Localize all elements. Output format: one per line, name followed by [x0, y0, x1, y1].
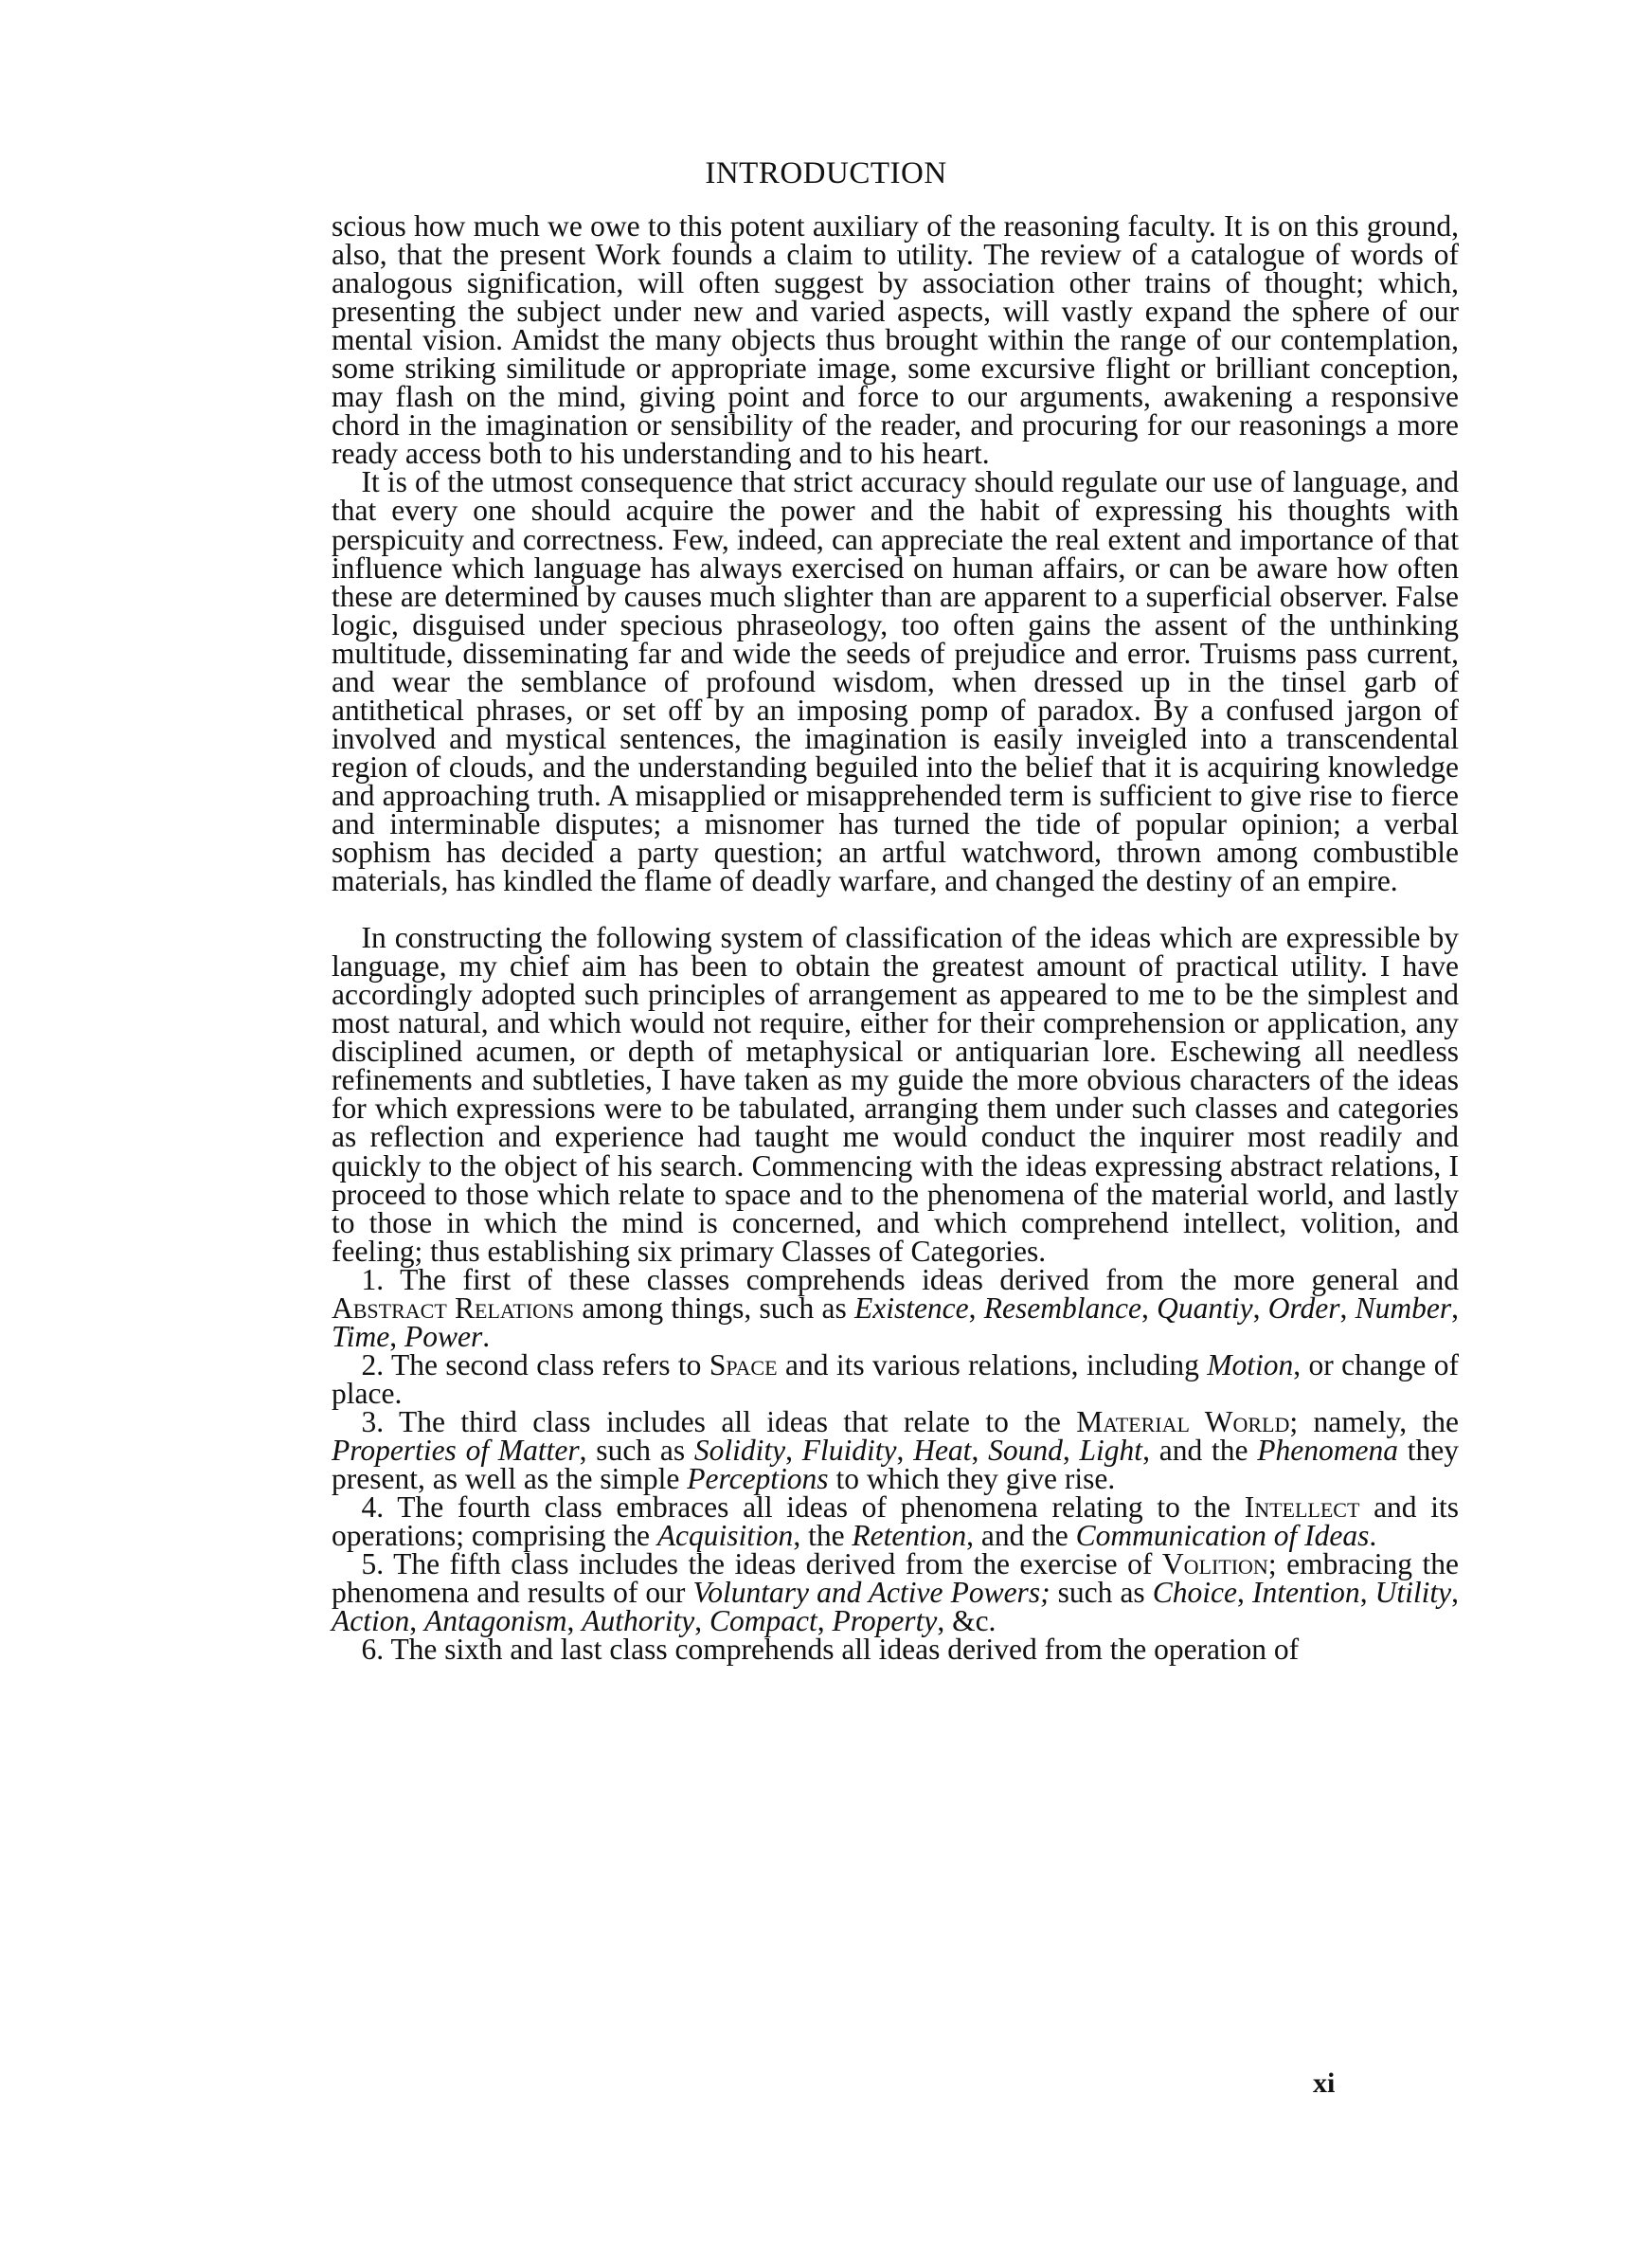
class-number: 2. — [361, 1347, 391, 1381]
class-item — [332, 1404, 1460, 1496]
class-name-smallcaps: Volition — [1161, 1547, 1268, 1581]
classes-list — [332, 1262, 1460, 1667]
class-text: , and the — [966, 1519, 1076, 1553]
class-text: , — [968, 1291, 984, 1325]
italic-term: Compact — [709, 1604, 817, 1638]
class-item — [332, 1490, 1459, 1553]
class-text: , — [1359, 1576, 1375, 1610]
italic-term: Communication of Ideas — [1075, 1519, 1370, 1553]
class-text: ; embracing the phenomena and results of our — [332, 1547, 1460, 1610]
class-text: , the — [793, 1519, 853, 1553]
paragraph-language-accuracy: It is of the utmost consequence that strict accuracy should regulate our use of language, and that every one should acquire the power and the habit of expressing his thoughts with perspicuity and correctness. Few, indeed, can appreciate the real extent and importance of that influence which language has always exercised on human affairs, or can be aware how often these are determined by causes much slighter than are apparent to a superficial observer. False logic, disguised under specious phraseology, too often gains the assent of the unthinking multitude, disseminating far and wide the seeds of prejudice and error. Truisms pass current, and wear the semblance of profound wisdom, when dressed up in the tinsel garb of antithetical phrases, or set off by an imposing pomp of paradox. By a confused jargon of involved and mystical sentences, the imagination is easily inveigled into a transcendental region of clouds, and the understanding beguiled into the belief that it is acquiring knowledge and approaching truth. A misapplied or misapprehended term is sufficient to give rise to fierce and interminable disputes; a misnomer has turned the tide of popular opinion; a verbal sophism has decided a party question; an artful watchword, thrown among combustible materials, has kindled the flame of deadly warfare, and changed the destiny of an empire. — [332, 465, 1459, 898]
italic-term: Intention — [1251, 1576, 1360, 1610]
class-text: . — [482, 1319, 491, 1353]
class-text: and its operations; comprising the — [332, 1490, 1459, 1553]
italic-term: Sound — [988, 1433, 1063, 1467]
class-text: , — [896, 1433, 914, 1467]
class-text: to which they give rise. — [828, 1462, 1116, 1496]
italic-term: Retention — [852, 1519, 967, 1553]
class-item — [332, 1262, 1460, 1353]
class-text: among things, such as — [574, 1291, 854, 1325]
class-text: , — [971, 1433, 989, 1467]
class-text: , — [409, 1604, 424, 1638]
italic-term: Perceptions — [687, 1462, 829, 1496]
class-text: , — [1451, 1576, 1460, 1610]
class-text: , — [694, 1604, 709, 1638]
italic-term: Phenomena — [1257, 1433, 1398, 1467]
class-text: The fourth class embraces all ideas of phenomena relating to the — [397, 1490, 1245, 1525]
italic-term: Light — [1079, 1433, 1143, 1467]
class-name-smallcaps: Abstract Relations — [332, 1291, 575, 1325]
italic-term: Resemblance — [983, 1291, 1141, 1325]
class-text: they present, as well as the simple — [332, 1433, 1460, 1496]
class-item — [332, 1633, 1459, 1667]
italic-term: Fluidity — [801, 1433, 897, 1467]
italic-term: Number — [1355, 1291, 1452, 1325]
class-text: ; namely, the — [1289, 1404, 1459, 1438]
class-text: , — [1140, 1291, 1158, 1325]
class-number: 3. — [361, 1404, 399, 1438]
class-number: 5. — [361, 1547, 394, 1581]
class-name-smallcaps: Material World — [1076, 1404, 1290, 1438]
class-text: The fifth class includes the ideas derived from the exercise of — [393, 1547, 1162, 1581]
class-text: , — [785, 1433, 802, 1467]
class-text: , — [566, 1604, 583, 1638]
class-text: The third class includes all ideas that relate to the — [398, 1404, 1077, 1438]
class-text: , — [1339, 1291, 1356, 1325]
page-body — [332, 209, 1460, 1667]
italic-term: Solidity — [693, 1433, 786, 1467]
italic-term: Quantiy — [1157, 1291, 1253, 1325]
italic-term: Antagonism — [423, 1604, 567, 1638]
class-text: , — [817, 1604, 833, 1638]
italic-term: Acquisition — [656, 1519, 794, 1553]
class-text: The second class refers to — [390, 1347, 709, 1381]
class-text: , — [1451, 1291, 1460, 1325]
italic-term: Voluntary and Active Powers; — [692, 1576, 1050, 1610]
paragraph-continuation: scious how much we owe to this potent auxiliary of the reasoning faculty. It is on this ground, also, that the present Work founds a claim to utility. The review of a catalogue of words of analogous signification, will often suggest by association other trains of thought; which, presenting the subject under new and varied aspects, will vastly expand the sphere of our mental vision. Amidst the many objects thus brought within the range of our contemplation, some striking similitude or appropriate image, some excursive flight or brilliant conception, may flash on the mind, giving point and force to our arguments, awakening a responsive chord in the imagination or sensibility of the reader, and procuring for our reasonings a more ready access both to his understanding and to his heart. — [332, 209, 1459, 471]
class-number: 6. — [361, 1633, 391, 1667]
italic-term: Authority — [582, 1604, 695, 1638]
page-number: xi — [1313, 2067, 1336, 2099]
class-text: , — [1237, 1576, 1252, 1610]
class-text: and its various relations, including — [777, 1347, 1208, 1381]
class-text: , — [389, 1319, 405, 1353]
italic-term: Utility — [1374, 1576, 1452, 1610]
italic-term: Choice — [1152, 1576, 1237, 1610]
class-text: The first of these classes comprehends ideas derived from the more general and — [400, 1262, 1459, 1296]
class-text: , — [1252, 1291, 1268, 1325]
class-name-smallcaps: Space — [709, 1347, 778, 1381]
class-number: 4. — [361, 1490, 398, 1525]
paragraph-classification-system: In constructing the following system of classification of the ideas which are expressible by language, my chief aim has been to obtain the greatest amount of practical utility. I have accordingly adopted such principles of arrangement as appeared to me to be the simplest and most natural, and which would not require, either for their comprehension or application, any disciplined acumen, or depth of metaphysical or antiquarian lore. Eschewing all needless refinements and subtleties, I have taken as my guide the more obvious characters of the ideas for which expressions were to be tabulated, arranging them under such classes and categories as reflection and experience had taught me would conduct the inquirer most readily and quickly to the object of his search. Commencing with the ideas expressing abstract relations, I proceed to those which relate to space and to the phenomena of the material world, and lastly to those in which the mind is concerned, and which comprehend intellect, volition, and feeling; thus establishing six primary Classes of Categories. — [332, 921, 1459, 1268]
italic-term: Heat — [913, 1433, 972, 1467]
class-number: 1. — [361, 1262, 401, 1296]
class-text: , or change of place. — [332, 1347, 1459, 1410]
class-text: The sixth and last class comprehends all ideas derived from the operation of — [390, 1633, 1300, 1667]
italic-term: Order — [1267, 1291, 1340, 1325]
class-text: , — [1062, 1433, 1080, 1467]
class-text: , &c. — [937, 1604, 997, 1638]
italic-term: Existence — [853, 1291, 969, 1325]
italic-term: Properties of Matter — [332, 1433, 580, 1467]
class-text: . — [1369, 1519, 1377, 1553]
class-text: , and the — [1142, 1433, 1258, 1467]
class-text: such as — [1050, 1576, 1153, 1610]
class-item — [332, 1547, 1460, 1638]
class-name-smallcaps: Intellect — [1244, 1490, 1360, 1525]
running-head: INTRODUCTION — [705, 156, 947, 190]
italic-term: Motion — [1207, 1347, 1294, 1381]
italic-term: Property — [832, 1604, 938, 1638]
italic-term: Power — [404, 1319, 483, 1353]
italic-term: Time — [332, 1319, 390, 1353]
italic-term: Action — [332, 1604, 410, 1638]
class-item — [332, 1347, 1459, 1410]
class-text: , such as — [579, 1433, 694, 1467]
